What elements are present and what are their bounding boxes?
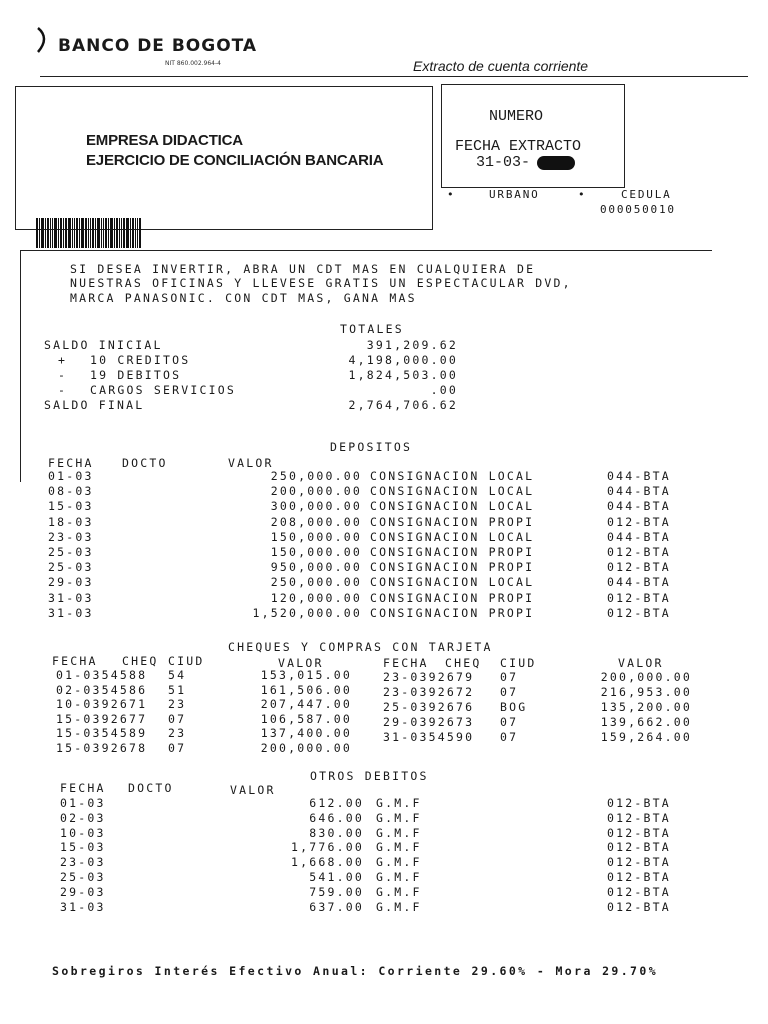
summary-value: 391,209.62 (366, 338, 458, 352)
cheque-right-ciud: BOG (500, 700, 528, 714)
cheque-left-valor: 161,506.00 (260, 682, 352, 697)
otros-desc: G.M.F (376, 825, 422, 840)
deposit-valor: 250,000.00 (270, 575, 362, 590)
numero-label: NUMERO (489, 108, 544, 125)
summary-label: SALDO FINAL (44, 398, 145, 412)
deposit-fecha: 31-03 (48, 605, 94, 620)
cheque-right-fecha-cheq: 29-0392673 (383, 715, 475, 729)
otros-desc: G.M.F (376, 884, 422, 899)
otros-fecha: 02-03 (60, 810, 106, 825)
deposit-fecha: 29-03 (48, 575, 94, 590)
cheque-right-valor: 159,264.00 (600, 730, 692, 744)
otros-code: 012-BTA (607, 825, 671, 840)
deposit-valor: 208,000.00 (270, 514, 362, 529)
cedula-value: 000050010 (600, 203, 676, 216)
cheques-header-valor-left: VALOR (278, 656, 324, 670)
deposit-desc: CONSIGNACION LOCAL (370, 499, 535, 514)
deposits-header-docto: DOCTO (122, 456, 168, 470)
exercise-title: EJERCICIO DE CONCILIACIÓN BANCARIA (86, 152, 384, 169)
otros-valor: 646.00 (309, 810, 364, 825)
cheques-header-ciud-left: CIUD (168, 654, 205, 668)
otros-fecha: 01-03 (60, 796, 106, 810)
deposit-code: 012-BTA (607, 605, 671, 620)
bank-nit: NIT 860.002.964-4 (165, 60, 221, 67)
summary-value: 2,764,706.62 (348, 398, 458, 412)
promo-line-2: NUESTRAS OFICINAS Y LLEVESE GRATIS UN ESPECTACULAR DVD, (70, 276, 572, 290)
cheques-header-valor-right: VALOR (618, 656, 664, 670)
document-title: Extracto de cuenta corriente (413, 58, 589, 74)
otros-fecha: 23-03 (60, 855, 106, 870)
summary-sign: + (58, 353, 68, 367)
otros-code: 012-BTA (607, 870, 671, 884)
header-rule (40, 76, 748, 77)
otros-valor: 1,668.00 (291, 855, 364, 870)
cheque-left-fecha-cheq: 15-0392678 (56, 740, 148, 755)
otros-desc: G.M.F (376, 796, 422, 810)
summary-value: 4,198,000.00 (348, 353, 458, 367)
otros-code: 012-BTA (607, 899, 671, 914)
body-left-rule (20, 250, 21, 482)
cheque-left-valor: 207,447.00 (260, 697, 352, 711)
cheque-right-fecha-cheq: 25-0392676 (383, 700, 475, 714)
summary-value: 1,824,503.00 (348, 368, 458, 382)
cheque-right-valor: 135,200.00 (600, 700, 692, 714)
redacted-mark (537, 156, 575, 170)
otros-valor: 541.00 (309, 870, 364, 884)
cheque-right-valor: 216,953.00 (600, 685, 692, 699)
cheque-right-ciud: 07 (500, 670, 519, 684)
company-name: EMPRESA DIDACTICA (86, 132, 243, 149)
otros-desc: G.M.F (376, 899, 422, 914)
promo-line-1: SI DESEA INVERTIR, ABRA UN CDT MAS EN CUALQUIERA DE (70, 262, 536, 276)
summary-value: .00 (430, 383, 458, 397)
deposit-fecha: 25-03 (48, 545, 94, 559)
deposit-valor: 300,000.00 (270, 499, 362, 514)
urbano-bullet: • (447, 188, 456, 201)
cedula-bullet: • (578, 188, 587, 201)
otros-valor: 830.00 (309, 825, 364, 840)
deposit-desc: CONSIGNACION LOCAL (370, 484, 535, 499)
cheque-left-fecha-cheq: 15-0392677 (56, 711, 148, 726)
deposits-header-fecha: FECHA (48, 456, 94, 470)
cheque-right-ciud: 07 (500, 685, 519, 699)
otros-valor: 759.00 (309, 884, 364, 899)
deposit-valor: 250,000.00 (270, 469, 362, 483)
body-top-rule (20, 250, 712, 251)
otros-title: OTROS DEBITOS (310, 769, 429, 783)
deposit-code: 012-BTA (607, 590, 671, 605)
cheque-left-valor: 153,015.00 (260, 668, 352, 682)
deposit-valor: 150,000.00 (270, 529, 362, 544)
urbano-label: URBANO (489, 188, 540, 201)
cheque-left-ciud: 07 (168, 740, 187, 755)
cheque-right-fecha-cheq: 23-0392672 (383, 685, 475, 699)
cheques-header-ciud-right: CIUD (500, 656, 537, 670)
deposit-desc: CONSIGNACION LOCAL (370, 529, 535, 544)
deposit-fecha: 15-03 (48, 499, 94, 514)
otros-desc: G.M.F (376, 840, 422, 855)
deposit-fecha: 31-03 (48, 590, 94, 605)
deposit-fecha: 25-03 (48, 560, 94, 575)
otros-valor: 637.00 (309, 899, 364, 914)
otros-header-valor: VALOR (230, 783, 276, 797)
otros-code: 012-BTA (607, 796, 671, 810)
summary-sign: - (58, 368, 68, 382)
otros-desc: G.M.F (376, 855, 422, 870)
summary-label: 10 CREDITOS (90, 353, 191, 367)
summary-sign: - (58, 383, 68, 397)
deposits-title: DEPOSITOS (330, 440, 413, 454)
cheque-left-ciud: 23 (168, 697, 187, 711)
deposit-fecha: 18-03 (48, 514, 94, 529)
otros-code: 012-BTA (607, 855, 671, 870)
otros-code: 012-BTA (607, 840, 671, 855)
cheque-right-ciud: 07 (500, 730, 519, 744)
deposit-desc: CONSIGNACION LOCAL (370, 575, 535, 590)
otros-valor: 612.00 (309, 796, 364, 810)
cheque-left-valor: 137,400.00 (260, 726, 352, 740)
cheque-right-valor: 139,662.00 (600, 715, 692, 729)
summary-label: SALDO INICIAL (44, 338, 163, 352)
otros-code: 012-BTA (607, 810, 671, 825)
deposit-desc: CONSIGNACION LOCAL (370, 469, 535, 483)
otros-desc: G.M.F (376, 870, 422, 884)
numero-box (441, 84, 625, 188)
cheque-right-ciud: 07 (500, 715, 519, 729)
summary-label: 19 DEBITOS (90, 368, 182, 382)
cheque-left-ciud: 23 (168, 726, 187, 740)
summary-label: CARGOS SERVICIOS (90, 383, 236, 397)
deposits-header-valor: VALOR (228, 456, 274, 470)
cheque-left-fecha-cheq: 01-0354588 (56, 668, 148, 682)
cheque-left-fecha-cheq: 10-0392671 (56, 697, 148, 711)
deposit-valor: 150,000.00 (270, 545, 362, 559)
otros-fecha: 25-03 (60, 870, 106, 884)
otros-valor: 1,776.00 (291, 840, 364, 855)
otros-fecha: 31-03 (60, 899, 106, 914)
cheques-header-cheq-left: CHEQ (122, 654, 159, 668)
deposit-desc: CONSIGNACION PROPI (370, 605, 535, 620)
cheque-right-fecha-cheq: 23-0392679 (383, 670, 475, 684)
otros-header-docto: DOCTO (128, 781, 174, 795)
cheque-left-fecha-cheq: 02-0354586 (56, 682, 148, 697)
cheques-header-fecha-right: FECHA (383, 656, 429, 670)
cheque-left-valor: 106,587.00 (260, 711, 352, 726)
deposit-code: 044-BTA (607, 469, 671, 483)
deposit-code: 044-BTA (607, 499, 671, 514)
deposit-desc: CONSIGNACION PROPI (370, 545, 535, 559)
otros-fecha: 15-03 (60, 840, 106, 855)
barcode (36, 218, 142, 248)
footer-rates: Sobregiros Interés Efectivo Anual: Corriente 29.60% - Mora 29.70% (52, 964, 659, 978)
deposit-code: 012-BTA (607, 514, 671, 529)
deposit-valor: 950,000.00 (270, 560, 362, 575)
fecha-extracto-value: 31-03- (476, 154, 531, 171)
cheque-left-ciud: 54 (168, 668, 187, 682)
deposit-code: 012-BTA (607, 560, 671, 575)
cheques-header-fecha-left: FECHA (52, 654, 98, 668)
totales-label: TOTALES (340, 322, 404, 336)
deposit-desc: CONSIGNACION PROPI (370, 560, 535, 575)
deposit-valor: 1,520,000.00 (252, 605, 362, 620)
deposit-valor: 120,000.00 (270, 590, 362, 605)
deposit-code: 012-BTA (607, 545, 671, 559)
cheque-right-fecha-cheq: 31-0354590 (383, 730, 475, 744)
bank-logo-icon (32, 26, 54, 56)
otros-header-fecha: FECHA (60, 781, 106, 795)
cheque-left-fecha-cheq: 15-0354589 (56, 726, 148, 740)
cheque-left-valor: 200,000.00 (260, 740, 352, 755)
otros-fecha: 10-03 (60, 825, 106, 840)
cheque-left-ciud: 07 (168, 711, 187, 726)
deposit-code: 044-BTA (607, 575, 671, 590)
deposit-fecha: 01-03 (48, 469, 94, 483)
cedula-label: CEDULA (621, 188, 672, 201)
deposit-fecha: 08-03 (48, 484, 94, 499)
promo-line-3: MARCA PANASONIC. CON CDT MAS, GANA MAS (70, 291, 417, 305)
cheques-title: CHEQUES Y COMPRAS CON TARJETA (228, 640, 493, 654)
bank-name: BANCO DE BOGOTA (58, 36, 258, 56)
cheques-header-cheq-right: CHEQ (445, 656, 482, 670)
deposit-desc: CONSIGNACION PROPI (370, 590, 535, 605)
fecha-extracto-label: FECHA EXTRACTO (455, 138, 582, 155)
otros-code: 012-BTA (607, 884, 671, 899)
deposit-fecha: 23-03 (48, 529, 94, 544)
deposit-desc: CONSIGNACION PROPI (370, 514, 535, 529)
deposit-valor: 200,000.00 (270, 484, 362, 499)
deposit-code: 044-BTA (607, 484, 671, 499)
cheque-right-valor: 200,000.00 (600, 670, 692, 684)
deposit-code: 044-BTA (607, 529, 671, 544)
cheque-left-ciud: 51 (168, 682, 187, 697)
otros-desc: G.M.F (376, 810, 422, 825)
otros-fecha: 29-03 (60, 884, 106, 899)
